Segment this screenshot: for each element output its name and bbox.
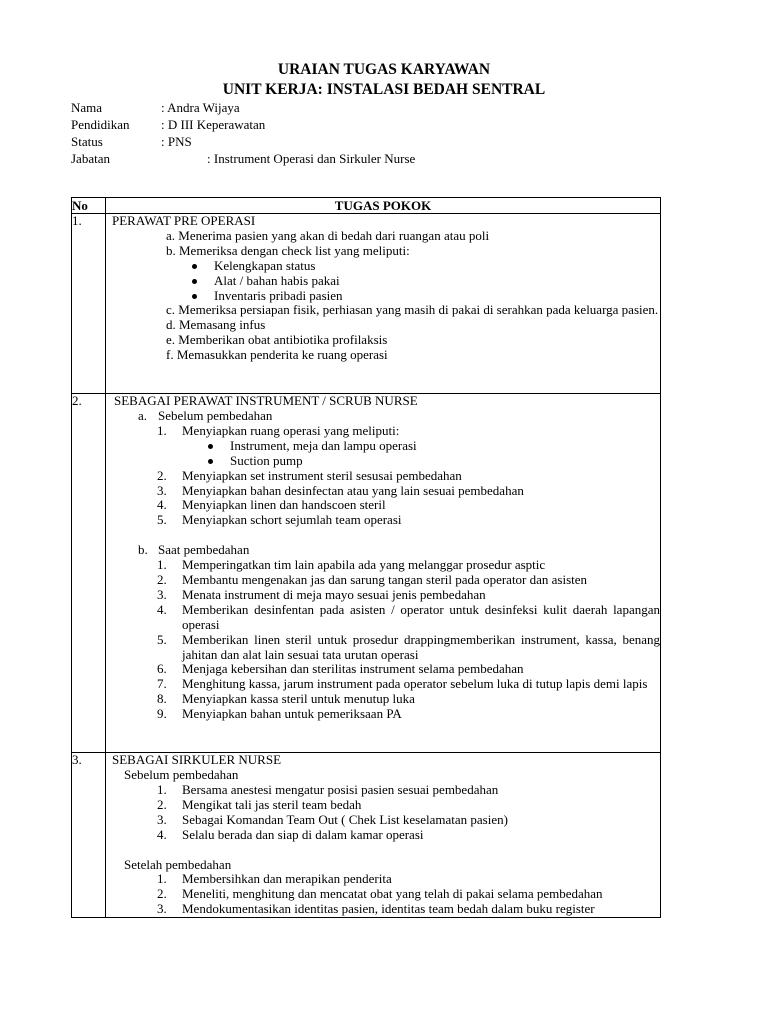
numbered-item: 4. Selalu berada dan siap di dalam kamar operasi [157, 826, 424, 842]
numbered-item: 2. Menyiapkan set instrument steril sesusai pembedahan [157, 467, 462, 483]
numbered-item: 7. Menghitung kassa, jarum instrument pada operator sebelum luka di tutup lapis demi lapis [157, 676, 648, 692]
numbered-item: 1. Menyiapkan ruang operasi yang meliputi: [157, 422, 400, 438]
header-no: No [72, 198, 106, 214]
info-value-pendidikan: : D III Keperawatan [161, 117, 266, 132]
numbered-item: 3. Mendokumentasikan identitas pasien, identitas team bedah dalam buku register [157, 901, 595, 917]
row-content [106, 753, 661, 918]
numbered-item: 9. Menyiapkan bahan untuk pemeriksaan PA [157, 706, 402, 722]
bullet-item: Inventaris pribadi pasien [106, 289, 660, 304]
numbered-item: 1. Bersama anestesi mengatur posisi pasien sesuai pembedahan [157, 781, 499, 797]
row-content [106, 394, 661, 753]
row-number: 2. [72, 394, 106, 753]
bullet-item: Alat / bahan habis pakai [106, 274, 660, 289]
numbered-item: 2. Membantu mengenakan jas dan sarung tangan steril pada operator dan asisten [157, 572, 588, 588]
subsection-label: a. Sebelum pembedahan [138, 407, 273, 423]
numbered-item: 3. Sebagai Komandan Team Out ( Chek List keselamatan pasien) [157, 811, 508, 827]
numbered-item: 5. Memberikan linen steril untuk prosedur drappingmemberikan instrument, kassa, benang jahitan dan alat lain sesuai tata urutan operasi [157, 631, 660, 662]
task-item: a. Menerima pasien yang akan di bedah dari ruangan atau poli [166, 227, 490, 243]
bullet-item: Kelengkapan status [106, 259, 660, 274]
numbered-item: 2. Meneliti, menghitung dan mencatat obat yang telah di pakai selama pembedahan [157, 886, 603, 902]
subsection-marker: a. [138, 407, 148, 423]
table-row [72, 753, 661, 918]
numbered-item: 3. Menata instrument di meja mayo sesuai jenis pembedahan [157, 586, 486, 602]
subsection-label: b. Saat pembedahan [138, 542, 250, 558]
task-item: f. Memasukkan penderita ke ruang operasi [166, 347, 388, 363]
row-number: 1. [72, 214, 106, 394]
subsection-label: Setelah pembedahan [124, 856, 232, 872]
task-table [71, 197, 661, 918]
info-label-nama: Nama [71, 100, 103, 115]
numbered-item: 1. Membersihkan dan merapikan penderita [157, 871, 392, 887]
numbered-item: 4. Memberikan desinfentan pada asisten / operator untuk desinfeksi kulit daerah lapangan operasi [157, 601, 660, 632]
numbered-item: 1. Memperingatkan tim lain apabila ada yang melanggar prosedur asptic [157, 557, 546, 573]
numbered-item: 8. Menyiapkan kassa steril untuk menutup luka [157, 691, 415, 707]
table-row [72, 214, 661, 394]
info-label-pendidikan: Pendidikan [71, 117, 130, 132]
bullet-item: Suction pump [106, 454, 660, 469]
info-value-status: : PNS [161, 134, 192, 149]
table-row [72, 394, 661, 753]
task-item: e. Memberikan obat antibiotika profilaksis [166, 332, 388, 348]
document-title: URAIAN TUGAS KARYAWAN [277, 61, 491, 78]
row-content [106, 214, 661, 394]
subsection-label: Sebelum pembedahan [124, 767, 239, 782]
info-label-jabatan: Jabatan [71, 151, 110, 166]
task-item: b. Memeriksa dengan check list yang meliputi: [166, 242, 410, 258]
numbered-item: 5. Menyiapkan schort sejumlah team operasi [157, 512, 402, 528]
table-header-row [72, 198, 661, 214]
header-task: TUGAS POKOK [106, 198, 661, 214]
section-title: SEBAGAI SIRKULER NURSE [112, 752, 282, 768]
bullet-item: Instrument, meja dan lampu operasi [106, 439, 660, 454]
document-subtitle: UNIT KERJA: INSTALASI BEDAH SENTRAL [222, 81, 546, 98]
section-title: SEBAGAI PERAWAT INSTRUMENT / SCRUB NURSE [114, 393, 418, 409]
task-item: c. Memeriksa persiapan fisik, perhiasan yang masih di pakai di serahkan pada keluarga pasien. [166, 302, 659, 318]
task-item: d. Memasang infus [166, 317, 266, 333]
info-label-status: Status [71, 134, 103, 149]
info-value-jabatan: : Instrument Operasi dan Sirkuler Nurse [207, 151, 416, 166]
row-number: 3. [72, 753, 106, 918]
numbered-item: 2. Mengikat tali jas steril team bedah [157, 796, 362, 812]
subsection-marker: b. [138, 542, 148, 558]
numbered-item: 3. Menyiapkan bahan desinfectan atau yang lain sesuai pembedahan [157, 482, 524, 498]
section-title: PERAWAT PRE OPERASI [112, 213, 256, 228]
numbered-item: 6. Menjaga kebersihan dan sterilitas instrument selama pembedahan [157, 661, 524, 677]
info-value-nama: : Andra Wijaya [161, 100, 240, 115]
numbered-item: 4. Menyiapkan linen dan handscoen steril [157, 497, 386, 513]
